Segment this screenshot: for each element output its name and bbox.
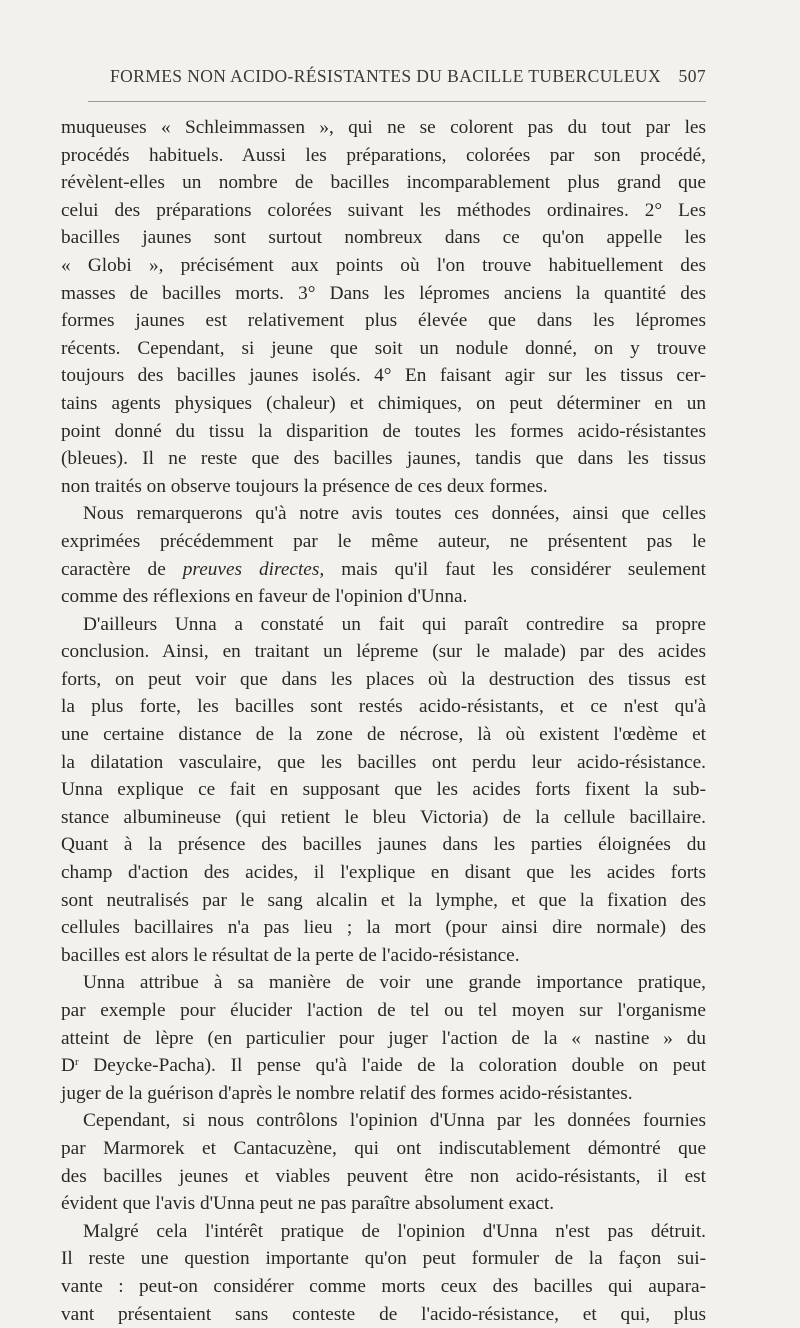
text-line (61, 1052, 706, 1080)
text-line: exprimées précédemment par le même auteur, ne présentent pas le (61, 530, 706, 552)
text-segment: mais qu'il faut les considérer seulement (324, 558, 707, 580)
text-segment: Deycke-Pacha). Il pense qu'à l'aide de la coloration double on peut (78, 1055, 706, 1077)
text-line: procédés habituels. Aussi les préparations, colorées par son procédé, (61, 144, 706, 166)
text-line: bacilles est alors le résultat de la perte de l'acido-résistance. (61, 944, 520, 966)
text-line: Unna attribue à sa manière de voir une grande importance pratique, (83, 972, 706, 994)
text-line: révèlent-elles un nombre de bacilles incomparablement plus grand que (61, 172, 706, 194)
text-line: champ d'action des acides, il l'explique en disant que les acides forts (61, 862, 706, 884)
running-head (110, 66, 706, 92)
running-title: FORMES NON ACIDO-RÉSISTANTES DU BACILLE TUBERCULEUX (110, 66, 661, 86)
text-line: des bacilles jeunes et viables peuvent être non acido-résistants, il est (61, 1165, 706, 1187)
text-line: la plus forte, les bacilles sont restés acido-résistants, et ce n'est qu'à (61, 696, 706, 718)
text-line: atteint de lèpre (en particulier pour juger l'action de la « nastine » du (61, 1027, 706, 1049)
header-rule (88, 101, 706, 102)
text-line (61, 556, 706, 584)
text-line: non traités on observe toujours la présence de ces deux formes. (61, 475, 548, 497)
text-line: tains agents physiques (chaleur) et chimiques, on peut déterminer en un (61, 392, 706, 414)
text-line: Unna explique ce fait en supposant que les acides forts fixent la sub- (61, 779, 706, 801)
text-line: une certaine distance de la zone de nécrose, là où existent l'œdème et (61, 724, 706, 746)
text-line: cellules bacillaires n'a pas lieu ; la mort (pour ainsi dire normale) des (61, 917, 706, 939)
text-line: conclusion. Ainsi, en traitant un lépreme (sur le malade) par des acides (61, 641, 706, 663)
text-line: vant présentaient sans conteste de l'acido-résistance, et qui, plus (61, 1303, 706, 1325)
body-text (61, 114, 706, 1328)
text-line: bacilles jaunes sont surtout nombreux dans ce qu'on appelle les (61, 227, 706, 249)
text-line: toujours des bacilles jaunes isolés. 4° En faisant agir sur les tissus cer- (61, 365, 706, 387)
text-segment: D (61, 1055, 75, 1077)
text-line: comme des réflexions en faveur de l'opinion d'Unna. (61, 586, 468, 608)
page-number: 507 (678, 66, 706, 86)
text-line: muqueuses « Schleimmassen », qui ne se colorent pas du tout par les (61, 117, 706, 138)
text-segment: caractère de (61, 558, 183, 580)
superscript: r (74, 1056, 79, 1069)
text-line: la dilatation vasculaire, que les bacilles ont perdu leur acido-résistance. (61, 751, 706, 773)
text-line: vante : peut-on considérer comme morts ceux des bacilles qui aupara- (61, 1275, 706, 1297)
text-line: juger de la guérison d'après le nombre relatif des formes acido-résistantes. (61, 1082, 633, 1104)
text-line: récents. Cependant, si jeune que soit un nodule donné, on y trouve (61, 337, 706, 359)
text-line: Malgré cela l'intérêt pratique de l'opinion d'Unna n'est pas détruit. (83, 1220, 706, 1242)
text-line: formes jaunes est relativement plus élevée que dans les lépromes (61, 310, 706, 332)
text-line: par Marmorek et Cantacuzène, qui ont indiscutablement démontré que (61, 1137, 706, 1159)
text-line: par exemple pour élucider l'action de tel ou tel moyen sur l'organisme (61, 1000, 706, 1021)
text-line: D'ailleurs Unna a constaté un fait qui paraît contredire sa propre (83, 613, 706, 635)
text-line: « Globi », précisément aux points où l'on trouve habituellement des (61, 254, 706, 276)
italic-phrase: preuves directes, (182, 558, 325, 580)
text-line: celui des préparations colorées suivant les méthodes ordinaires. 2° Les (61, 199, 706, 221)
text-line: forts, on peut voir que dans les places où la destruction des tissus est (61, 668, 706, 690)
text-line: masses de bacilles morts. 3° Dans les lépromes anciens la quantité des (61, 282, 706, 304)
text-line: Nous remarquerons qu'à notre avis toutes ces données, ainsi que celles (83, 503, 706, 525)
text-line: sont neutralisés par le sang alcalin et la lymphe, et que la fixation des (61, 889, 706, 911)
text-line: évident que l'avis d'Unna peut ne pas paraître absolument exact. (61, 1193, 555, 1215)
text-line: Cependant, si nous contrôlons l'opinion d'Unna par les données fournies (83, 1110, 706, 1132)
text-line: (bleues). Il ne reste que des bacilles jaunes, tandis que dans les tissus (61, 448, 706, 470)
text-line: stance albumineuse (qui retient le bleu Victoria) de la cellule bacillaire. (61, 806, 706, 828)
text-line: Il reste une question importante qu'on peut formuler de la façon sui- (61, 1248, 706, 1270)
text-line: point donné du tissu la disparition de toutes les formes acido-résistantes (61, 420, 706, 442)
text-line: Quant à la présence des bacilles jaunes dans les parties éloignées du (61, 834, 706, 856)
